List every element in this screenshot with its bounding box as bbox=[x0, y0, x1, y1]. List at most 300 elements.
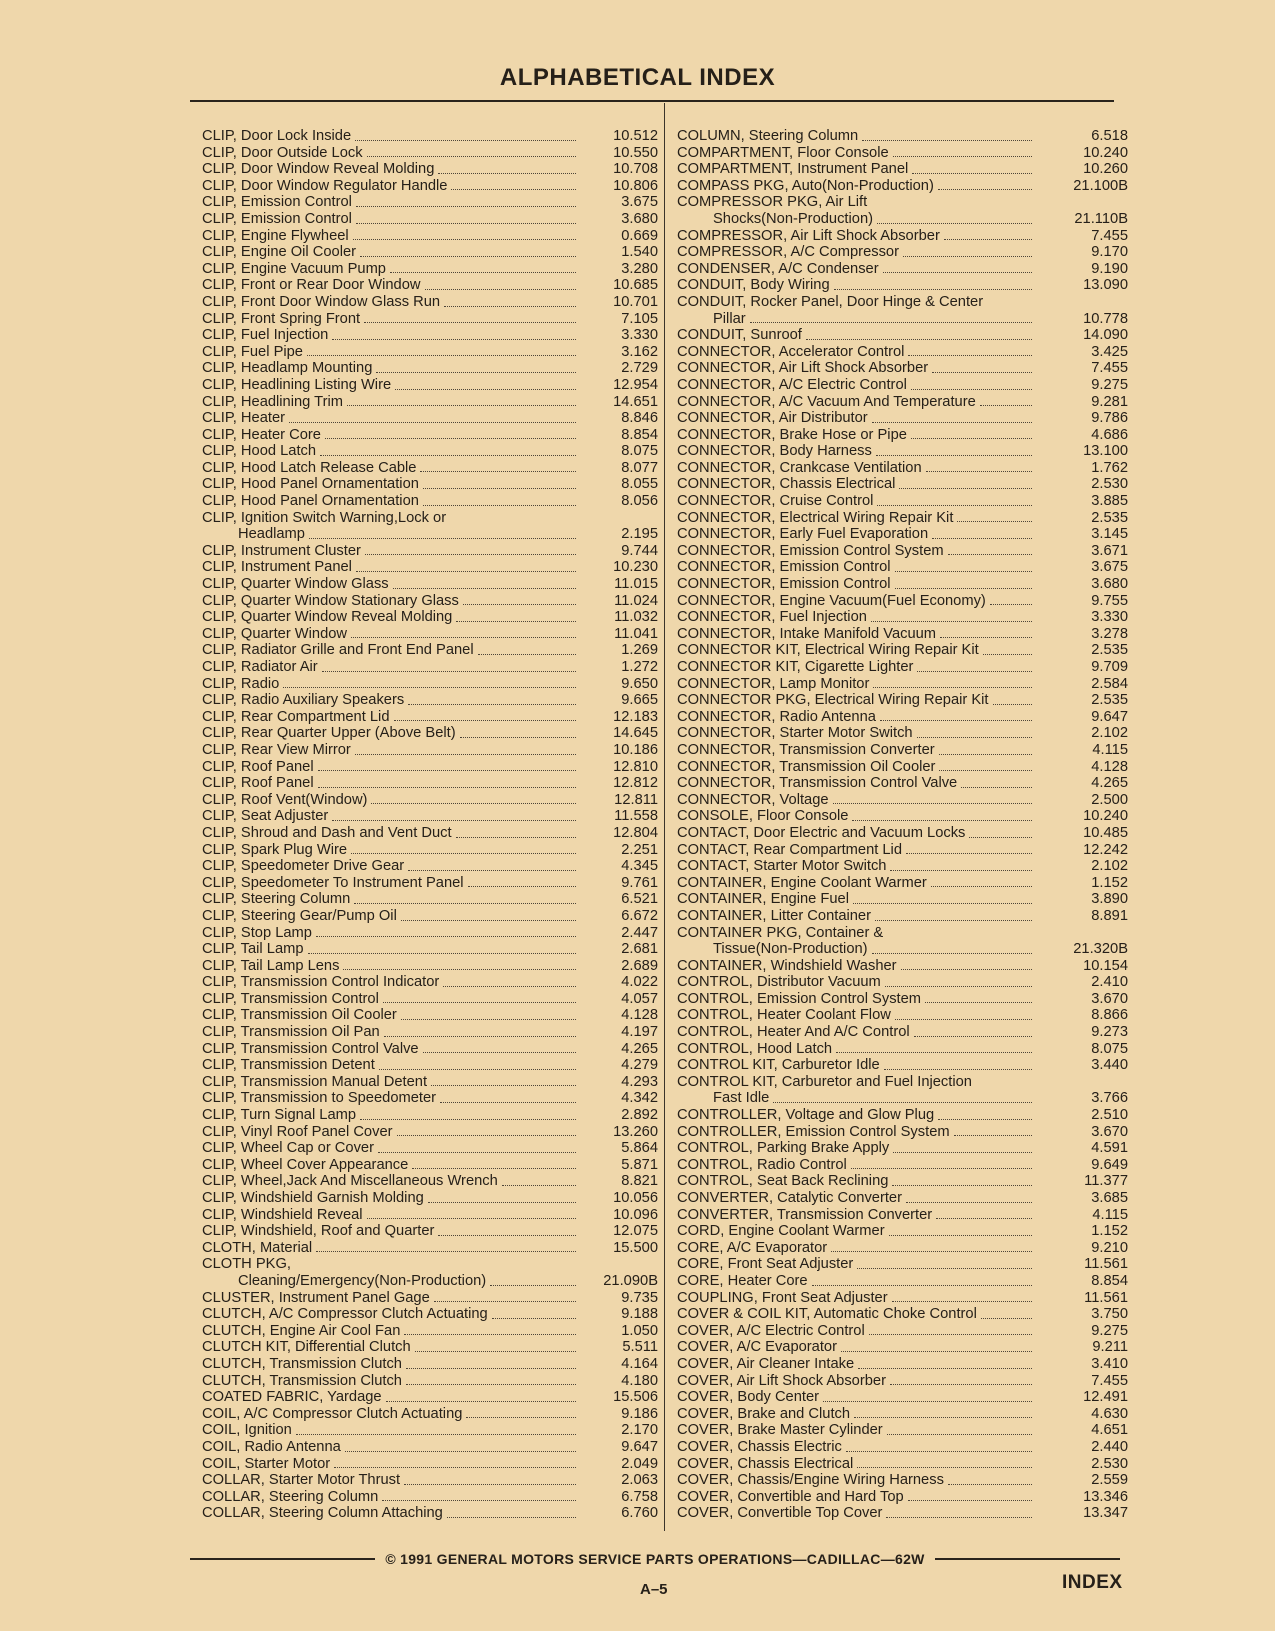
entry-label-continuation: Pillar bbox=[713, 310, 746, 327]
entry-number: 9.210 bbox=[1091, 1239, 1128, 1256]
entry-number: 13.347 bbox=[1083, 1505, 1128, 1522]
entry-label: CONNECTOR, Emission Control bbox=[677, 576, 891, 593]
entry-number: 7.455 bbox=[1091, 227, 1128, 244]
entry-label: CONTROLLER, Voltage and Glow Plug bbox=[677, 1107, 935, 1124]
index-entry bbox=[202, 410, 658, 427]
index-entry bbox=[677, 659, 1128, 676]
dot-leader bbox=[283, 687, 576, 688]
dot-leader bbox=[478, 654, 576, 655]
entry-label: CLIP, Vinyl Roof Panel Cover bbox=[202, 1123, 393, 1140]
entry-label: CLIP, Transmission Control Indicator bbox=[202, 974, 440, 991]
dot-leader bbox=[443, 986, 576, 987]
dot-leader bbox=[806, 339, 1032, 340]
dot-leader bbox=[857, 1268, 1032, 1269]
entry-number: 9.275 bbox=[1091, 376, 1128, 393]
index-entry bbox=[202, 377, 658, 394]
index-entry bbox=[677, 1240, 1128, 1257]
entry-number: 3.890 bbox=[1091, 891, 1128, 908]
dot-leader bbox=[940, 637, 1032, 638]
dot-leader bbox=[404, 1484, 576, 1485]
entry-number: 6.758 bbox=[621, 1488, 658, 1505]
index-entry bbox=[677, 161, 1128, 178]
entry-number: 2.559 bbox=[1091, 1472, 1128, 1489]
dot-leader bbox=[932, 538, 1032, 539]
entry-label: CONNECTOR, Intake Manifold Vacuum bbox=[677, 625, 937, 642]
index-entry bbox=[202, 891, 658, 908]
index-entry bbox=[677, 692, 1128, 709]
entry-label: CLIP, Headlining Trim bbox=[202, 393, 343, 410]
entry-number: 2.063 bbox=[621, 1472, 658, 1489]
dot-leader bbox=[502, 1185, 576, 1186]
entry-number: 1.269 bbox=[621, 642, 658, 659]
entry-number: 2.049 bbox=[621, 1455, 658, 1472]
entry-label: CLIP, Transmission Control Valve bbox=[202, 1040, 419, 1057]
entry-label: CONDUIT, Body Wiring bbox=[677, 277, 830, 294]
entry-label: CLUSTER, Instrument Panel Gage bbox=[202, 1289, 430, 1306]
index-entry bbox=[202, 1323, 658, 1340]
index-entry bbox=[677, 1290, 1128, 1307]
entry-number: 2.535 bbox=[1091, 509, 1128, 526]
entry-number: 2.510 bbox=[1091, 1107, 1128, 1124]
index-entry bbox=[202, 941, 658, 958]
entry-label: COVER, Brake Master Cylinder bbox=[677, 1422, 883, 1439]
index-entry bbox=[202, 178, 658, 195]
entry-number: 15.500 bbox=[613, 1239, 658, 1256]
entry-number: 10.778 bbox=[1083, 310, 1128, 327]
entry-number: 9.188 bbox=[621, 1306, 658, 1323]
index-entry bbox=[202, 1373, 658, 1390]
entry-label: CONTROL, Distributor Vacuum bbox=[677, 974, 881, 991]
index-entry bbox=[677, 493, 1128, 510]
entry-label: CONDUIT, Sunroof bbox=[677, 327, 802, 344]
index-entry bbox=[202, 493, 658, 510]
dot-leader bbox=[351, 853, 576, 854]
index-entry bbox=[202, 958, 658, 975]
entry-number: 3.162 bbox=[621, 343, 658, 360]
entry-number: 4.115 bbox=[1092, 741, 1128, 758]
dot-leader bbox=[296, 1434, 576, 1435]
entry-label: CLIP, Windshield, Roof and Quarter bbox=[202, 1223, 435, 1240]
dot-leader bbox=[456, 837, 576, 838]
entry-number: 9.761 bbox=[621, 874, 658, 891]
entry-label: COVER, Body Center bbox=[677, 1389, 820, 1406]
entry-label: CLUTCH, Transmission Clutch bbox=[202, 1372, 402, 1389]
index-entry bbox=[202, 161, 658, 178]
dot-leader bbox=[394, 720, 577, 721]
dot-leader bbox=[364, 322, 576, 323]
entry-label: CLIP, Turn Signal Lamp bbox=[202, 1107, 357, 1124]
dot-leader bbox=[309, 538, 576, 539]
dot-leader bbox=[893, 1152, 1032, 1153]
entry-label: CONTAINER, Engine Fuel bbox=[677, 891, 849, 908]
entry-label: CLIP, Transmission Control bbox=[202, 990, 379, 1007]
entry-label: CLUTCH, Engine Air Cool Fan bbox=[202, 1322, 401, 1339]
entry-number: 2.440 bbox=[1091, 1438, 1128, 1455]
entry-label: CORE, A/C Evaporator bbox=[677, 1239, 828, 1256]
index-entry bbox=[202, 1041, 658, 1058]
dot-leader bbox=[887, 1434, 1032, 1435]
entry-number: 4.279 bbox=[621, 1057, 658, 1074]
entry-label: CONNECTOR, A/C Vacuum And Temperature bbox=[677, 393, 976, 410]
entry-label: COVER, A/C Electric Control bbox=[677, 1322, 865, 1339]
dot-leader bbox=[343, 969, 576, 970]
entry-number: 10.806 bbox=[613, 177, 658, 194]
entry-label: CLIP, Rear Compartment Lid bbox=[202, 708, 390, 725]
dot-leader bbox=[438, 1235, 576, 1236]
dot-leader bbox=[356, 571, 576, 572]
dot-leader bbox=[345, 1451, 576, 1452]
index-entry bbox=[677, 394, 1128, 411]
entry-number: 9.709 bbox=[1091, 659, 1128, 675]
index-entry bbox=[202, 394, 658, 411]
dot-leader bbox=[347, 405, 576, 406]
entry-label: CONTAINER, Windshield Washer bbox=[677, 957, 897, 974]
entry-number: 10.056 bbox=[613, 1190, 658, 1206]
entry-label: CONNECTOR, Air Lift Shock Absorber bbox=[677, 360, 929, 377]
entry-label: COUPLING, Front Seat Adjuster bbox=[677, 1289, 888, 1306]
entry-number: 21.110B bbox=[1074, 210, 1128, 227]
index-entry bbox=[202, 1140, 658, 1157]
entry-number: 6.518 bbox=[1091, 128, 1128, 144]
index-entry bbox=[202, 692, 658, 709]
entry-number: 2.729 bbox=[621, 360, 658, 377]
dot-leader bbox=[908, 355, 1032, 356]
index-entry bbox=[677, 1124, 1128, 1141]
entry-number: 8.056 bbox=[621, 493, 658, 510]
entry-number: 4.022 bbox=[621, 974, 658, 991]
entry-label: CONTROL KIT, Carburetor and Fuel Injection bbox=[677, 1073, 972, 1090]
entry-number: 4.128 bbox=[1091, 758, 1128, 775]
dot-leader bbox=[447, 1517, 576, 1518]
index-entry bbox=[677, 875, 1128, 892]
dot-leader bbox=[873, 687, 1032, 688]
entry-number: 4.651 bbox=[1091, 1422, 1128, 1439]
dot-leader bbox=[354, 903, 576, 904]
entry-number: 12.075 bbox=[613, 1223, 658, 1240]
index-entry bbox=[677, 145, 1128, 162]
entry-label: CLIP, Engine Flywheel bbox=[202, 227, 349, 244]
footer-rule-right bbox=[935, 1558, 1120, 1560]
index-entry bbox=[677, 178, 1128, 195]
entry-label: CONNECTOR, Lamp Monitor bbox=[677, 675, 870, 692]
entry-number: 11.377 bbox=[1084, 1173, 1128, 1190]
entry-label: CLIP, Hood Panel Ornamentation bbox=[202, 476, 419, 493]
entry-label: CONTACT, Rear Compartment Lid bbox=[677, 841, 902, 858]
entry-number: 11.041 bbox=[614, 625, 658, 642]
entry-number: 10.701 bbox=[613, 293, 658, 310]
index-entry bbox=[202, 344, 658, 361]
dot-leader bbox=[378, 1152, 576, 1153]
dot-leader bbox=[993, 704, 1033, 705]
entry-label: CONNECTOR KIT, Electrical Wiring Repair Kit bbox=[677, 642, 979, 659]
dot-leader bbox=[846, 1451, 1032, 1452]
dot-leader bbox=[308, 953, 576, 954]
entry-label: CLIP, Instrument Cluster bbox=[202, 542, 361, 559]
entry-label: COVER, Chassis Electric bbox=[677, 1438, 842, 1455]
dot-leader bbox=[852, 820, 1032, 821]
dot-leader bbox=[750, 322, 1032, 323]
index-entry bbox=[202, 128, 658, 145]
entry-label: CLIP, Wheel Cover Appearance bbox=[202, 1156, 409, 1173]
entry-number: 11.015 bbox=[614, 576, 658, 593]
entry-label: CLIP, Radio bbox=[202, 675, 280, 692]
entry-label: CLIP, Engine Oil Cooler bbox=[202, 244, 357, 261]
dot-leader bbox=[957, 521, 1032, 522]
entry-number: 1.762 bbox=[1091, 459, 1128, 476]
dot-leader bbox=[434, 1301, 576, 1302]
entry-label: COIL, Starter Motor bbox=[202, 1455, 331, 1472]
dot-leader bbox=[851, 1168, 1032, 1169]
entry-number: 10.260 bbox=[1083, 161, 1128, 178]
dot-leader bbox=[857, 1467, 1032, 1468]
column-divider bbox=[664, 103, 665, 1531]
dot-leader bbox=[379, 1069, 576, 1070]
index-entry bbox=[677, 410, 1128, 427]
entry-number: 4.115 bbox=[1092, 1206, 1128, 1223]
index-entry bbox=[202, 1223, 658, 1240]
entry-number: 8.821 bbox=[621, 1173, 658, 1190]
footer bbox=[190, 1551, 1120, 1567]
right-index-column bbox=[677, 128, 1128, 1522]
index-entry bbox=[202, 145, 658, 162]
dot-leader bbox=[353, 239, 576, 240]
entry-number: 9.786 bbox=[1091, 410, 1128, 427]
dot-leader bbox=[944, 239, 1032, 240]
dot-leader bbox=[393, 588, 576, 589]
dot-leader bbox=[415, 1351, 576, 1352]
entry-number: 8.866 bbox=[1091, 1007, 1128, 1024]
entry-label: COLLAR, Steering Column Attaching bbox=[202, 1505, 443, 1522]
index-entry bbox=[202, 642, 658, 659]
entry-label: CLIP, Roof Vent(Window) bbox=[202, 791, 368, 808]
dot-leader bbox=[307, 355, 576, 356]
dot-leader bbox=[325, 438, 576, 439]
entry-number: 4.265 bbox=[621, 1040, 658, 1057]
dot-leader bbox=[892, 1301, 1032, 1302]
index-entry bbox=[677, 1306, 1128, 1323]
dot-leader bbox=[332, 820, 576, 821]
dot-leader bbox=[931, 886, 1032, 887]
entry-label: COMPASS PKG, Auto(Non-Production) bbox=[677, 177, 934, 194]
entry-number: 3.675 bbox=[1091, 559, 1128, 576]
entry-number: 9.186 bbox=[621, 1405, 658, 1422]
index-entry bbox=[677, 194, 1128, 227]
entry-number: 3.675 bbox=[621, 194, 658, 211]
dot-leader bbox=[938, 1119, 1032, 1120]
entry-number: 3.885 bbox=[1091, 493, 1128, 510]
entry-number: 21.320B bbox=[1073, 941, 1128, 958]
dot-leader bbox=[883, 272, 1032, 273]
entry-number: 9.647 bbox=[1091, 708, 1128, 725]
index-entry bbox=[202, 1107, 658, 1124]
index-entry bbox=[677, 1173, 1128, 1190]
entry-number: 15.506 bbox=[613, 1389, 658, 1406]
dot-leader bbox=[831, 1251, 1032, 1252]
entry-label: CORE, Heater Core bbox=[677, 1272, 808, 1289]
entry-number: 13.260 bbox=[613, 1123, 658, 1140]
index-entry bbox=[202, 775, 658, 792]
entry-number: 3.670 bbox=[1091, 990, 1128, 1007]
dot-leader bbox=[911, 389, 1032, 390]
entry-label: COVER, Chassis/Engine Wiring Harness bbox=[677, 1472, 944, 1489]
dot-leader bbox=[376, 372, 576, 373]
index-entry bbox=[677, 1472, 1128, 1489]
entry-label-continuation: Fast Idle bbox=[713, 1090, 770, 1107]
entry-label: CLIP, Wheel Cap or Cover bbox=[202, 1140, 374, 1157]
index-entry bbox=[202, 1356, 658, 1373]
entry-number: 10.240 bbox=[1083, 144, 1128, 161]
entry-label: CLIP, Tail Lamp bbox=[202, 941, 304, 958]
entry-label: COMPRESSOR, A/C Compressor bbox=[677, 244, 899, 261]
dot-leader bbox=[834, 289, 1032, 290]
entry-label: CLIP, Radio Auxiliary Speakers bbox=[202, 692, 405, 709]
index-entry bbox=[202, 261, 658, 278]
entry-number: 12.183 bbox=[613, 708, 658, 725]
entry-number: 0.669 bbox=[621, 227, 658, 244]
entry-label: COVER, A/C Evaporator bbox=[677, 1339, 837, 1356]
index-entry bbox=[202, 842, 658, 859]
entry-number: 2.102 bbox=[1091, 858, 1128, 875]
dot-leader bbox=[901, 969, 1032, 970]
entry-label: CONTROL, Heater And A/C Control bbox=[677, 1024, 910, 1041]
entry-label: CLIP, Door Window Reveal Molding bbox=[202, 161, 435, 178]
dot-leader bbox=[961, 787, 1032, 788]
entry-number: 10.550 bbox=[613, 144, 658, 161]
index-entry bbox=[677, 327, 1128, 344]
index-entry bbox=[202, 1472, 658, 1489]
entry-label: CONNECTOR, Emission Control bbox=[677, 559, 891, 576]
dot-leader bbox=[841, 1351, 1032, 1352]
index-entry bbox=[677, 377, 1128, 394]
entry-number: 8.891 bbox=[1091, 907, 1128, 924]
dot-leader bbox=[893, 156, 1032, 157]
entry-label: CONNECTOR, Body Harness bbox=[677, 443, 872, 460]
entry-label: CONNECTOR, Cruise Control bbox=[677, 493, 874, 510]
dot-leader bbox=[925, 1002, 1032, 1003]
entry-label: CLIP, Heater Core bbox=[202, 426, 321, 443]
entry-number: 9.665 bbox=[621, 692, 658, 709]
entry-number: 2.530 bbox=[1091, 476, 1128, 493]
entry-label: CONDUIT, Rocker Panel, Door Hinge & Center bbox=[677, 293, 984, 310]
entry-label: COVER, Air Cleaner Intake bbox=[677, 1355, 855, 1372]
index-entry bbox=[202, 1489, 658, 1506]
entry-number: 5.871 bbox=[621, 1156, 658, 1173]
index-entry bbox=[202, 1090, 658, 1107]
index-entry bbox=[202, 443, 658, 460]
dot-leader bbox=[490, 1285, 576, 1286]
entry-label: CLIP, Wheel,Jack And Miscellaneous Wrench bbox=[202, 1173, 498, 1190]
entry-label: CONNECTOR, A/C Electric Control bbox=[677, 376, 907, 393]
index-entry bbox=[202, 1173, 658, 1190]
index-entry bbox=[202, 1505, 658, 1522]
dot-leader bbox=[917, 671, 1032, 672]
entry-number: 9.650 bbox=[621, 675, 658, 692]
dot-leader bbox=[408, 704, 576, 705]
index-entry bbox=[202, 626, 658, 643]
index-entry bbox=[202, 974, 658, 991]
entry-number: 9.190 bbox=[1091, 260, 1128, 277]
entry-number: 8.075 bbox=[1091, 1040, 1128, 1057]
entry-number: 3.671 bbox=[1091, 542, 1128, 559]
entry-number: 10.685 bbox=[613, 277, 658, 294]
index-entry bbox=[202, 808, 658, 825]
entry-number: 12.812 bbox=[613, 775, 658, 792]
dot-leader bbox=[877, 505, 1032, 506]
entry-number: 13.100 bbox=[1083, 443, 1128, 460]
dot-leader bbox=[318, 787, 576, 788]
entry-number: 4.630 bbox=[1091, 1405, 1128, 1422]
index-entry bbox=[202, 1389, 658, 1406]
entry-number: 7.105 bbox=[621, 310, 658, 327]
entry-number: 14.645 bbox=[613, 725, 658, 742]
dot-leader bbox=[914, 1036, 1032, 1037]
entry-label: CONTAINER PKG, Container & bbox=[677, 924, 884, 941]
entry-label: CLUTCH, A/C Compressor Clutch Actuating bbox=[202, 1306, 488, 1323]
entry-number: 9.755 bbox=[1091, 592, 1128, 609]
entry-number: 3.330 bbox=[621, 327, 658, 344]
entry-label: CONNECTOR, Starter Motor Switch bbox=[677, 725, 913, 742]
page-title: ALPHABETICAL INDEX bbox=[499, 64, 776, 91]
entry-label: CLIP, Hood Latch bbox=[202, 443, 317, 460]
dot-leader bbox=[833, 803, 1032, 804]
entry-label: CONNECTOR, Voltage bbox=[677, 791, 829, 808]
index-entry bbox=[677, 510, 1128, 527]
index-entry bbox=[677, 228, 1128, 245]
dot-leader bbox=[912, 173, 1032, 174]
dot-leader bbox=[456, 621, 576, 622]
dot-leader bbox=[401, 920, 576, 921]
entry-number: 2.102 bbox=[1091, 725, 1128, 742]
index-entry bbox=[677, 825, 1128, 842]
dot-leader bbox=[371, 803, 576, 804]
dot-leader bbox=[356, 223, 576, 224]
entry-label: CLIP, Transmission Oil Cooler bbox=[202, 1007, 397, 1024]
entry-number: 2.892 bbox=[621, 1107, 658, 1124]
dot-leader bbox=[876, 455, 1032, 456]
entry-label: CLOTH, Material bbox=[202, 1239, 313, 1256]
index-entry bbox=[677, 709, 1128, 726]
entry-label-continuation: Tissue(Non-Production) bbox=[713, 941, 868, 958]
entry-label: CONNECTOR, Transmission Oil Cooler bbox=[677, 758, 936, 775]
entry-label: CONTROL, Heater Coolant Flow bbox=[677, 1007, 891, 1024]
dot-leader bbox=[440, 1102, 576, 1103]
index-entry bbox=[677, 1140, 1128, 1157]
entry-label: CLIP, Speedometer To Instrument Panel bbox=[202, 874, 464, 891]
index-entry bbox=[677, 1505, 1128, 1522]
entry-number: 9.281 bbox=[1091, 393, 1128, 410]
index-entry bbox=[202, 543, 658, 560]
header-rule bbox=[190, 100, 1114, 102]
dot-leader bbox=[423, 1052, 576, 1053]
entry-number: 2.535 bbox=[1091, 642, 1128, 659]
dot-leader bbox=[812, 1285, 1032, 1286]
entry-label: CLIP, Quarter Window Stationary Glass bbox=[202, 592, 459, 609]
entry-number: 8.846 bbox=[621, 410, 658, 427]
entry-label: CLIP, Emission Control bbox=[202, 194, 352, 211]
entry-number: 7.455 bbox=[1091, 360, 1128, 377]
entry-number: 3.680 bbox=[621, 210, 658, 227]
entry-label: CLIP, Rear Quarter Upper (Above Belt) bbox=[202, 725, 456, 742]
entry-number: 21.100B bbox=[1073, 177, 1128, 194]
entry-number: 8.077 bbox=[621, 459, 658, 476]
entry-number: 12.811 bbox=[614, 791, 658, 808]
entry-number: 4.180 bbox=[621, 1372, 658, 1389]
entry-label: CLIP, Transmission Manual Detent bbox=[202, 1073, 428, 1090]
entry-label: COMPRESSOR, Air Lift Shock Absorber bbox=[677, 227, 940, 244]
index-entry bbox=[202, 1456, 658, 1473]
index-entry bbox=[677, 1406, 1128, 1423]
index-entry bbox=[677, 244, 1128, 261]
